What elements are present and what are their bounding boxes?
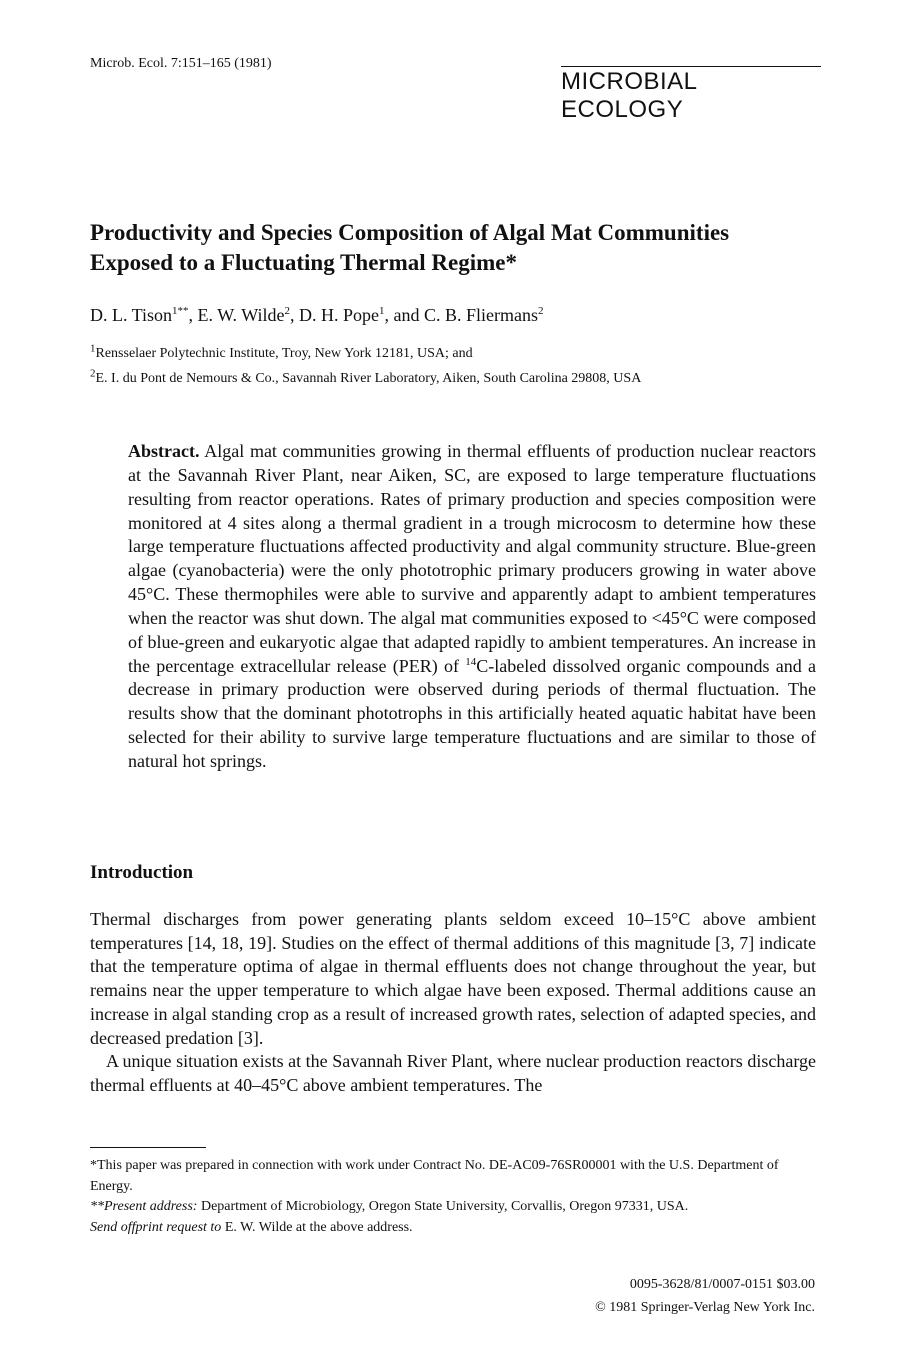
- abstract-label: Abstract.: [128, 441, 200, 461]
- paragraph: Thermal discharges from power generating plants seldom exceed 10–15°C above ambient temperatures [14, 18, 19]. Studies on the effect of thermal additions of this magnitude [3, 7] indicate that the temperature optima of algae in thermal effluents does not change throughout the year, but remains near the upper temperature to which algae have been exposed. Thermal additions cause an increase in algal standing crop as a result of increased growth rates, selection of adapted species, and decreased predation [3].: [90, 909, 816, 1048]
- affiliation-mark: 1: [90, 342, 96, 355]
- affiliation-mark: 2: [90, 367, 96, 380]
- section-heading: Introduction: [90, 862, 194, 883]
- author-list: [90, 305, 544, 326]
- journal-citation: Microb. Ecol. 7:151–165 (1981): [90, 56, 272, 71]
- author-name: , and C. B. Fliermans: [384, 305, 538, 325]
- abstract-text: Algal mat communities growing in thermal effluents of production nuclear reactors at the Savannah River Plant, near Aiken, SC, are exposed to large temperature fluctuations resulting from reactor operations. Rates of primary production and species composition were monitored at 4 sites along a thermal gradient in a trough microcosm to determine how these large temperature fluctuations affected productivity and algal community structure. Blue-green algae (cyanobacteria) were the only phototrophic primary producers growing in water above 45°C. These thermophiles were able to survive and apparently adapt to ambient temperatures when the reactor was shut down. The algal mat communities exposed to <45°C were composed of blue-green and eukaryotic algae that adapted rapidly to ambient temperatures. An increase in the percentage extracellular release (PER) of: [128, 441, 816, 676]
- author-name: , E. W. Wilde: [188, 305, 285, 325]
- introduction-body: [90, 908, 816, 1098]
- affiliation-mark: 2: [284, 305, 290, 317]
- footnote: [90, 1197, 820, 1218]
- footnote: *This paper was prepared in connection with work under Contract No. DE-AC09-76SR00001 with the U.S. Department of Energy.: [90, 1158, 779, 1194]
- copyright-line: © 1981 Springer-Verlag New York Inc.: [595, 1300, 815, 1315]
- footnote-label: Send offprint request to: [90, 1219, 222, 1235]
- author-name: D. L. Tison: [90, 305, 173, 325]
- abstract-text: C-labeled dissolved organic compounds and a decrease in primary production were observed during periods of thermal fluctuation. The results show that the dominant phototrophs in this artificially heated aquatic habitat have been selected for their ability to survive large temperature fluctuations and are similar to those of natural hot springs.: [128, 655, 816, 771]
- affiliation-mark: 2: [538, 305, 544, 317]
- author-name: , D. H. Pope: [290, 305, 379, 325]
- abstract: [128, 440, 816, 774]
- title-line-1: Productivity and Species Composition of Algal Mat Communities: [90, 220, 730, 245]
- footnote-divider: [90, 1147, 206, 1148]
- paper-title: [90, 218, 830, 278]
- affiliation-mark: 1: [379, 305, 385, 317]
- footnote-text: E. W. Wilde at the above address.: [221, 1219, 413, 1235]
- title-line-2: Exposed to a Fluctuating Thermal Regime*: [90, 250, 517, 275]
- journal-logo: MICROBIAL ECOLOGY: [561, 66, 821, 124]
- affiliation-text: Rensselaer Polytechnic Institute, Troy, New York 12181, USA; and: [95, 346, 473, 361]
- footnotes: [90, 1156, 820, 1238]
- paragraph: A unique situation exists at the Savannah River Plant, where nuclear production reactors discharge thermal effluents at 40–45°C above ambient temperatures. The: [90, 1051, 816, 1095]
- affiliation-text: E. I. du Pont de Nemours & Co., Savannah River Laboratory, Aiken, South Carolina 29808, USA: [95, 371, 642, 386]
- affiliation-mark: 1**: [172, 305, 189, 317]
- footnote: [90, 1218, 820, 1239]
- affiliation-1: [90, 342, 473, 362]
- issn-line: 0095-3628/81/0007-0151 $03.00: [629, 1277, 815, 1292]
- footnote-label: **Present address:: [90, 1199, 198, 1214]
- isotope-mark: 14: [465, 655, 477, 668]
- affiliation-2: [90, 367, 642, 387]
- footnote-text: Department of Microbiology, Oregon State University, Corvallis, Oregon 97331, USA.: [197, 1199, 689, 1214]
